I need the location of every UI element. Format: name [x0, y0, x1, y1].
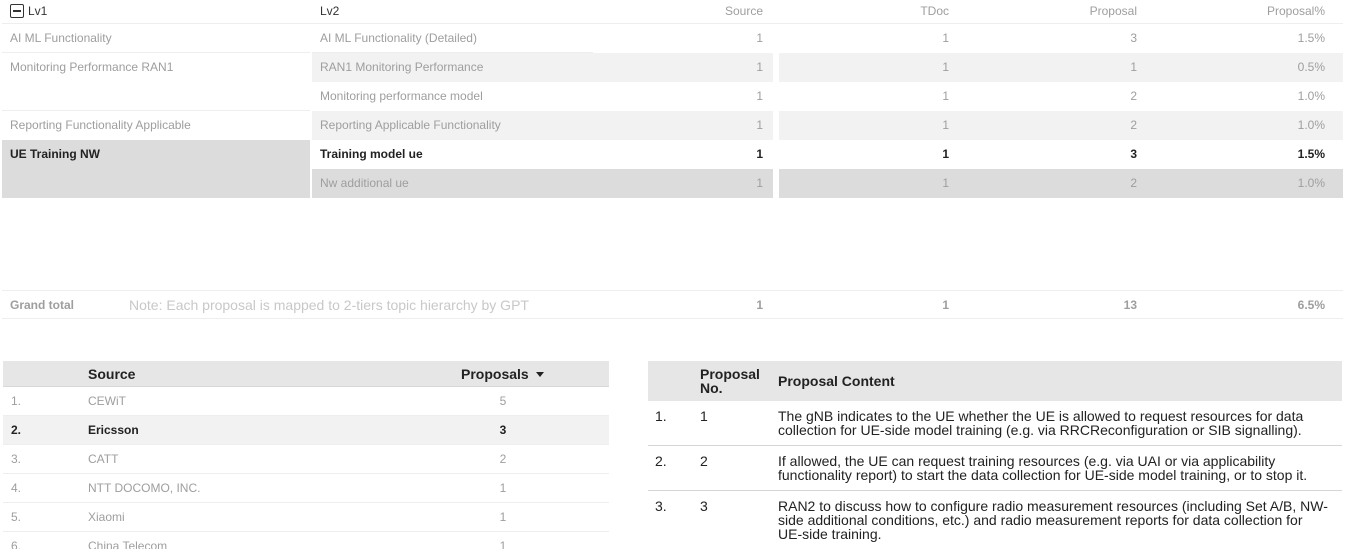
- proposal-pct-cell: 1.5%: [1297, 147, 1325, 161]
- proposal-count: 2: [499, 452, 507, 466]
- source-cell: 1: [593, 53, 773, 82]
- source-name: Xiaomi: [88, 510, 125, 524]
- sort-desc-icon[interactable]: [536, 372, 544, 377]
- pivot-empty-space: [2, 198, 1343, 290]
- pivot-row[interactable]: [2, 169, 1343, 198]
- proposal-count: 1: [499, 510, 507, 524]
- pivot-header: [2, 0, 1343, 24]
- proposal-number: 3: [700, 498, 708, 514]
- row-index: 2.: [655, 453, 667, 469]
- source-table: [3, 361, 609, 549]
- header-proposal-content[interactable]: Proposal Content: [778, 373, 895, 389]
- proposal-pct-cell: 1.0%: [1297, 89, 1325, 103]
- source-cell: 1: [756, 89, 763, 103]
- source-table-header: [3, 361, 609, 387]
- header-proposal-no-line2[interactable]: No.: [700, 380, 723, 396]
- proposal-pct-cell: 1.5%: [1297, 31, 1325, 45]
- proposal-pct-cell: 0.5%: [1145, 53, 1343, 82]
- grand-total-source: 1: [756, 298, 763, 312]
- proposal-cell: 1: [955, 53, 1145, 82]
- lv2-cell: Nw additional ue: [312, 169, 593, 198]
- lv2-cell: RAN1 Monitoring Performance: [312, 53, 593, 82]
- grand-total-tdoc: 1: [942, 298, 949, 312]
- row-rank: 6.: [11, 539, 22, 549]
- pivot-row[interactable]: [2, 82, 1343, 111]
- lv2-cell: AI ML Functionality (Detailed): [312, 24, 593, 53]
- pivot-row[interactable]: [2, 24, 1343, 53]
- list-item[interactable]: [648, 491, 1342, 549]
- table-row[interactable]: [3, 445, 609, 474]
- row-rank: 5.: [11, 510, 22, 524]
- tdoc-cell: 1: [942, 89, 949, 103]
- pivot-row[interactable]: [2, 111, 1343, 140]
- header-proposal-no-line1[interactable]: Proposal: [700, 366, 760, 382]
- proposal-number: 1: [700, 408, 708, 424]
- source-name: NTT DOCOMO, INC.: [88, 481, 201, 495]
- proposal-count: 1: [499, 481, 507, 495]
- proposal-cell: 3: [1130, 147, 1137, 161]
- pivot-row-selected[interactable]: [2, 140, 1343, 169]
- list-item[interactable]: [648, 446, 1342, 491]
- row-index: 3.: [655, 498, 667, 514]
- row-rank: 4.: [11, 481, 22, 495]
- proposal-cell: 2: [1130, 89, 1137, 103]
- grand-total-label: Grand total: [10, 298, 75, 312]
- header-source[interactable]: Source: [88, 366, 136, 382]
- grand-total-proposal: 13: [1123, 298, 1137, 312]
- proposal-table-header: [648, 361, 1342, 401]
- lv1-cell: Monitoring Performance RAN1: [10, 60, 174, 74]
- tdoc-cell: 1: [942, 147, 949, 161]
- tdoc-cell: 1: [942, 31, 949, 45]
- grand-total-note: Note: Each proposal is mapped to 2-tiers topic hierarchy by GPT: [129, 297, 529, 313]
- proposal-cell: 3: [1130, 31, 1137, 45]
- header-lv2[interactable]: Lv2: [320, 4, 340, 18]
- collapse-icon[interactable]: [10, 4, 24, 18]
- lv2-cell: Reporting Applicable Functionality: [312, 111, 593, 140]
- source-name: China Telecom: [88, 539, 168, 549]
- header-source[interactable]: Source: [724, 4, 763, 18]
- lv1-cell: [2, 82, 310, 111]
- proposal-cell: 2: [955, 111, 1145, 140]
- proposal-count: 3: [499, 423, 507, 437]
- tdoc-cell: 1: [779, 53, 955, 82]
- proposal-text: The gNB indicates to the UE whether the UE is allowed to request resources for data collection for UE-side model training (e.g. via RRCReconfiguration or SIB signalling).: [778, 408, 1304, 438]
- proposal-count: 1: [499, 539, 507, 549]
- source-cell: 1: [593, 169, 773, 198]
- source-name: CEWiT: [88, 394, 126, 408]
- table-row[interactable]: [3, 503, 609, 532]
- proposal-number: 2: [700, 453, 708, 469]
- lv1-cell: UE Training NW: [2, 140, 310, 169]
- header-proposal-pct[interactable]: Proposal%: [1266, 4, 1325, 18]
- table-row[interactable]: [3, 387, 609, 416]
- lv1-cell: Reporting Functionality Applicable: [10, 118, 191, 132]
- header-lv1[interactable]: Lv1: [2, 0, 310, 22]
- source-name: CATT: [88, 452, 119, 466]
- source-cell: 1: [756, 147, 763, 161]
- lv1-cell: AI ML Functionality: [2, 24, 310, 53]
- header-tdoc[interactable]: TDoc: [920, 4, 949, 18]
- row-rank: 3.: [11, 452, 22, 466]
- source-cell: 1: [756, 31, 763, 45]
- proposal-cell: 2: [955, 169, 1145, 198]
- row-rank: 1.: [11, 394, 22, 408]
- table-row-selected[interactable]: [3, 416, 609, 445]
- pivot-row[interactable]: [2, 53, 1343, 82]
- pivot-table: [2, 0, 1343, 319]
- proposal-pct-cell: 1.0%: [1145, 169, 1343, 198]
- proposal-content-table: [648, 361, 1342, 549]
- header-proposals[interactable]: Proposals: [461, 361, 544, 387]
- row-rank: 2.: [11, 423, 22, 437]
- lv1-cell: [2, 169, 310, 198]
- row-index: 1.: [655, 408, 667, 424]
- proposal-text: If allowed, the UE can request training resources (e.g. via UAI or via applicability functionality report) to start the data collection for UE-side model training, or to stop it.: [778, 453, 1308, 483]
- header-proposal[interactable]: Proposal: [1089, 4, 1137, 18]
- grand-total-row: [2, 290, 1343, 319]
- lv2-cell: Monitoring performance model: [320, 89, 483, 103]
- tdoc-cell: 1: [779, 169, 955, 198]
- table-row[interactable]: [3, 474, 609, 503]
- proposal-count: 5: [499, 394, 507, 408]
- tdoc-cell: 1: [779, 111, 955, 140]
- list-item[interactable]: [648, 401, 1342, 446]
- lv2-cell: Training model ue: [320, 147, 423, 161]
- proposal-pct-cell: 1.0%: [1145, 111, 1343, 140]
- source-name: Ericsson: [88, 423, 139, 437]
- source-cell: 1: [593, 111, 773, 140]
- proposal-text: RAN2 to discuss how to configure radio measurement resources (including Set A/B, NW-side additional conditions, etc.) and radio measurement reports for data collection for UE-side training.: [778, 498, 1328, 542]
- table-row[interactable]: [3, 532, 609, 549]
- grand-total-pct: 6.5%: [1297, 298, 1325, 312]
